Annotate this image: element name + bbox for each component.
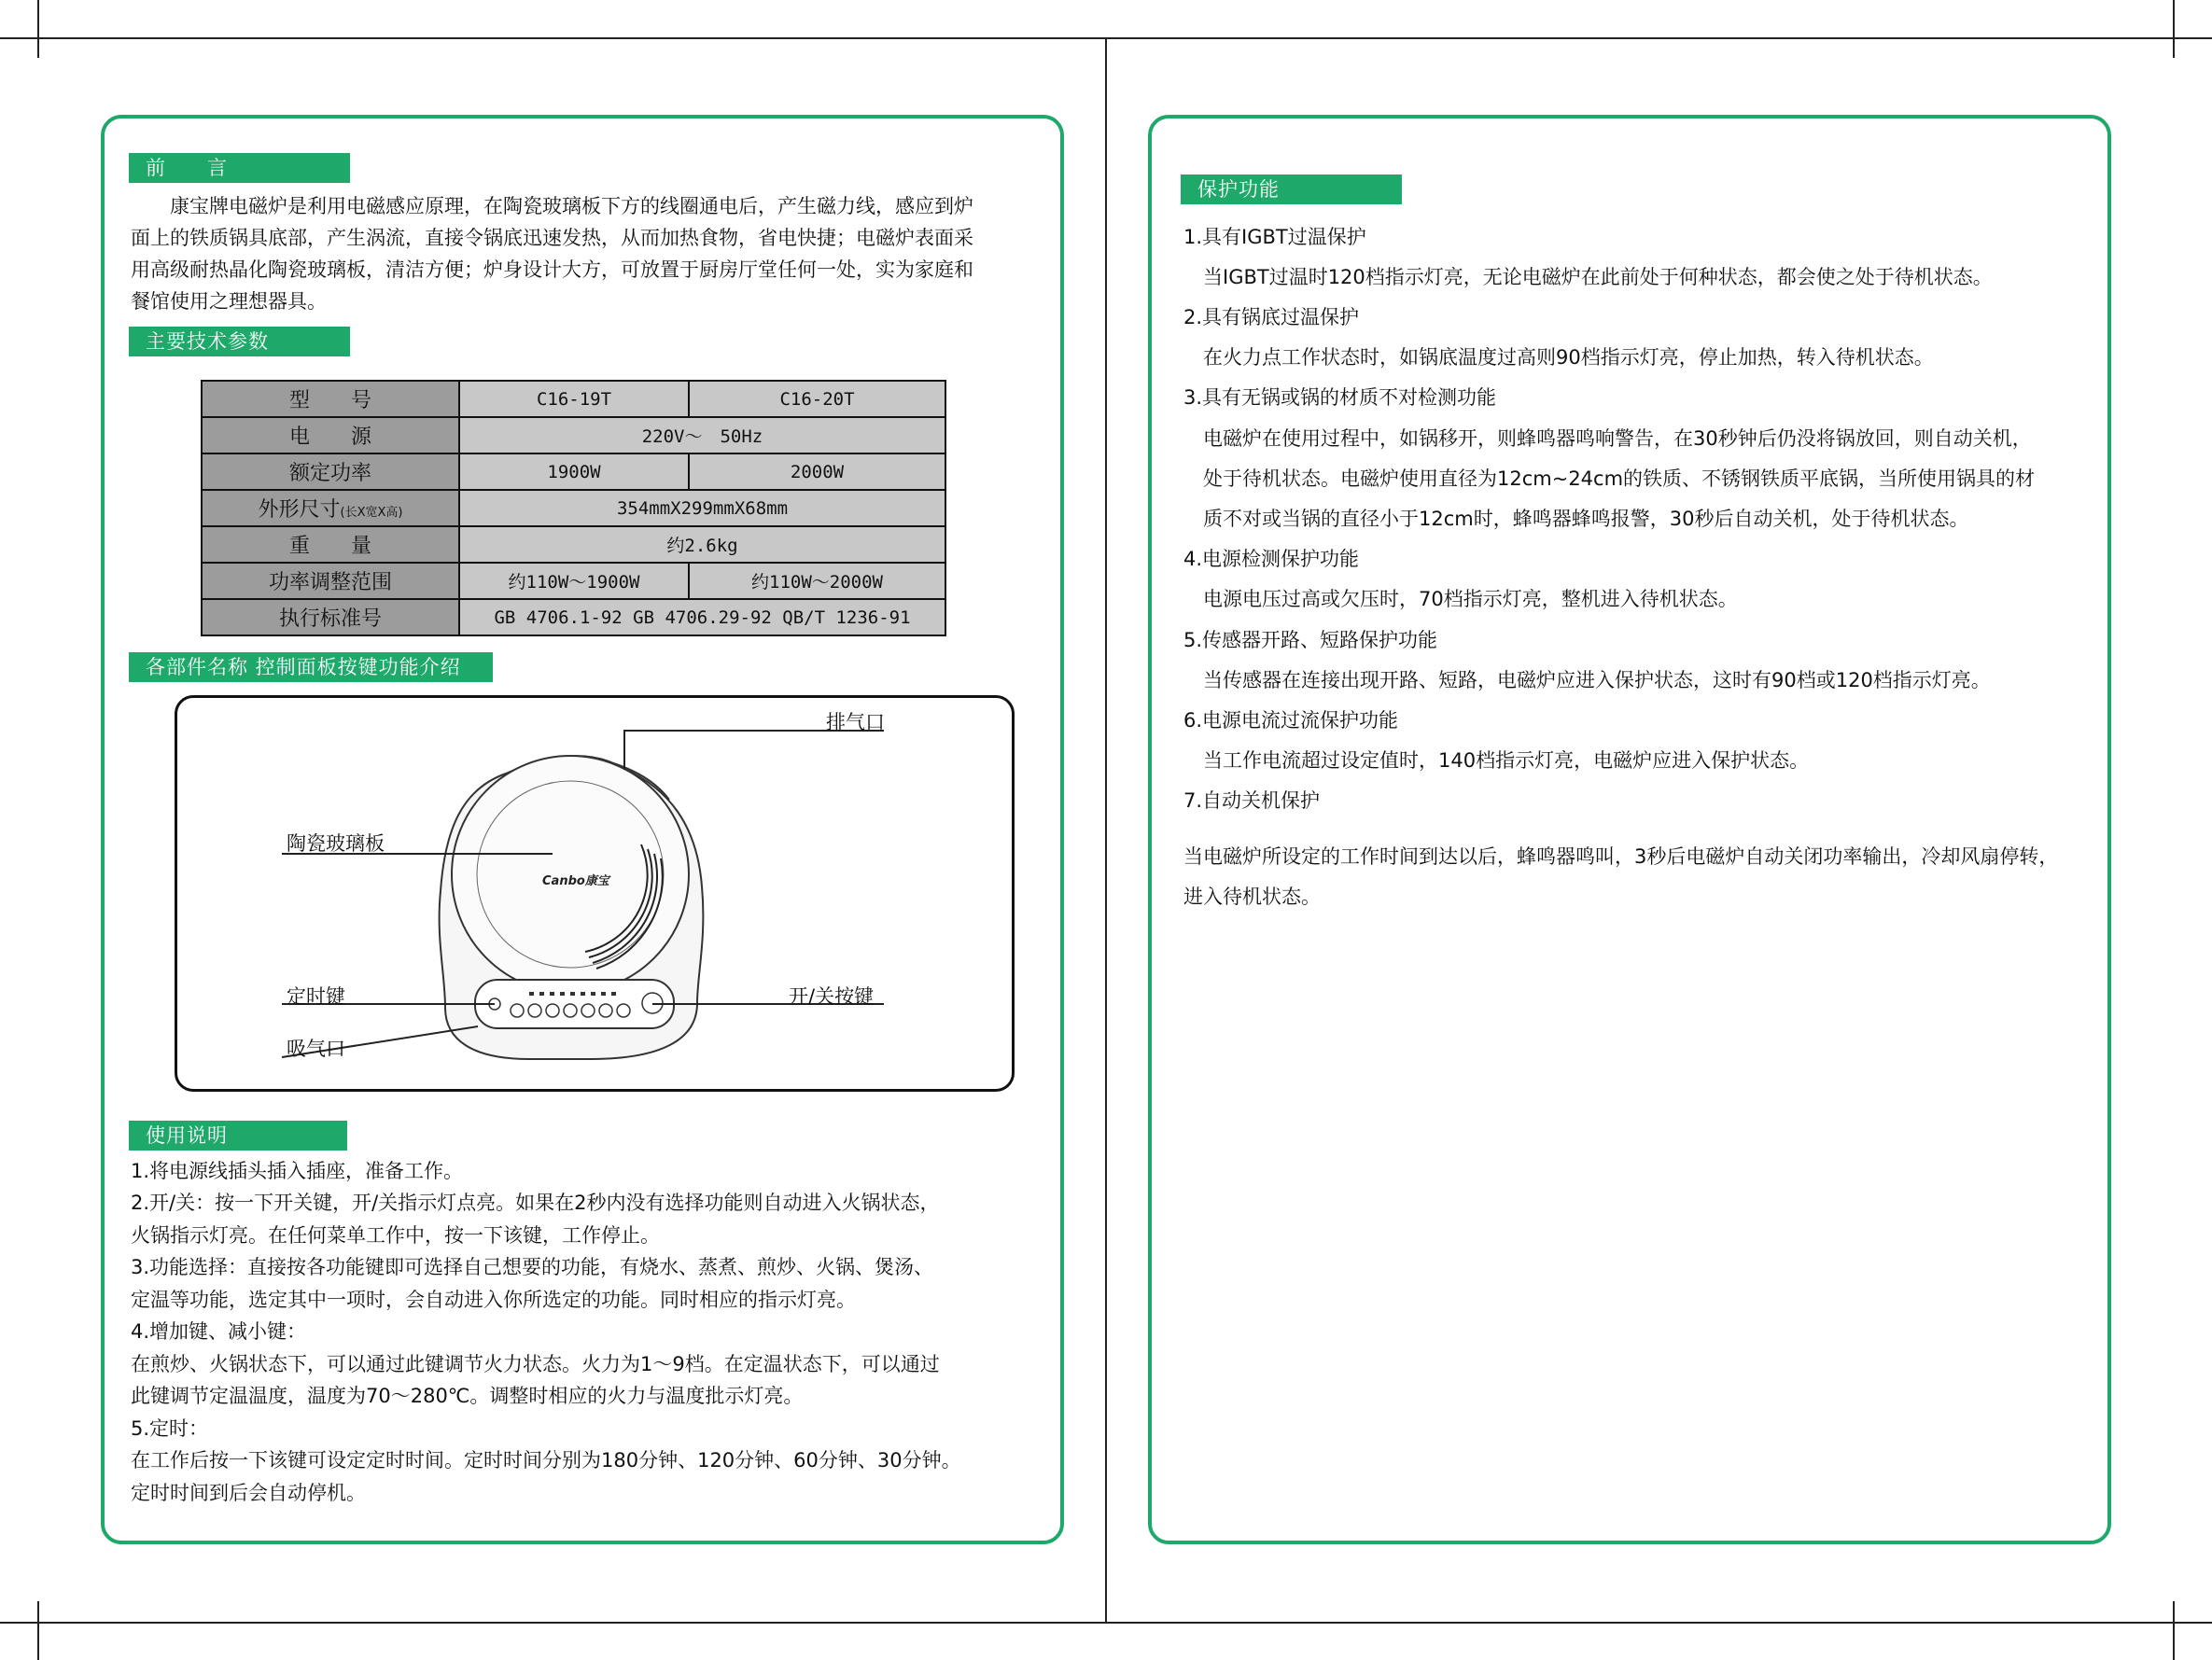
protection-line: 在火力点工作状态时，如锅底温度过高则90档指示灯亮，停止加热，转入待机状态。 <box>1183 346 1934 369</box>
spec-value: 约110W～1900W <box>459 563 689 599</box>
spec-value: C16-19T <box>459 381 689 417</box>
table-row <box>202 599 945 635</box>
label-power: 开/关按键 <box>789 985 875 1008</box>
spec-label <box>202 490 459 526</box>
protection-line: 5.传感器开路、短路保护功能 <box>1183 629 1438 651</box>
spec-value: 1900W <box>459 453 689 490</box>
usage-line: 5.定时： <box>131 1417 209 1440</box>
spec-value: 220V～ 50Hz <box>459 417 945 453</box>
preface-line: 餐馆使用之理想器具。 <box>131 290 327 313</box>
table-row <box>202 490 945 526</box>
fold-line <box>1105 37 1107 1624</box>
usage-line: 在工作后按一下该键可设定定时时间。定时时间分别为180分钟、120分钟、60分钟、30分钟。 <box>131 1449 961 1472</box>
appliance-diagram <box>175 695 1015 1092</box>
cooker-drawing <box>175 695 1015 1092</box>
preface-line: 康宝牌电磁炉是利用电磁感应原理，在陶瓷玻璃板下方的线圈通电后，产生磁力线，感应到炉 <box>131 195 973 217</box>
spec-label-note: (长X宽X高) <box>340 506 403 520</box>
spec-label: 功率调整范围 <box>202 563 459 599</box>
usage-line: 在煎炒、火锅状态下，可以通过此键调节火力状态。火力为1～9档。在定温状态下，可以通过 <box>131 1353 940 1375</box>
spec-value: 2000W <box>689 453 945 490</box>
spec-label: 执行标准号 <box>202 599 459 635</box>
protection-line: 当传感器在连接出现开路、短路，电磁炉应进入保护状态，这时有90档或120档指示灯亮。 <box>1183 669 1991 691</box>
protection-line: 3.具有无锅或锅的材质不对检测功能 <box>1183 386 1497 409</box>
crop-mark <box>37 1601 39 1660</box>
label-intake: 吸气口 <box>287 1038 345 1060</box>
protection-line: 2.具有锅底过温保护 <box>1183 306 1360 328</box>
crop-mark <box>2173 0 2175 58</box>
protection-line: 当工作电流超过设定值时，140档指示灯亮，电磁炉应进入保护状态。 <box>1183 749 1810 772</box>
parts-header: 各部件名称 控制面板按键功能介绍 <box>129 652 493 682</box>
protection-line: 质不对或当锅的直径小于12cm时，蜂鸣器蜂鸣报警，30秒后自动关机，处于待机状态。 <box>1183 508 1969 530</box>
crop-mark <box>0 37 58 39</box>
control-panel <box>475 980 674 1028</box>
protection-line: 电源电压过高或欠压时，70档指示灯亮，整机进入待机状态。 <box>1183 588 1738 610</box>
usage-line: 定时时间到后会自动停机。 <box>131 1482 366 1504</box>
usage-line: 3.功能选择：直接按各功能键即可选择自己想要的功能，有烧水、蒸煮、煎炒、火锅、煲汤、 <box>131 1256 934 1278</box>
usage-line: 4.增加键、减小键： <box>131 1320 307 1343</box>
table-row <box>202 563 945 599</box>
specs-header: 主要技术参数 <box>129 327 350 356</box>
preface-line: 面上的铁质锅具底部，产生涡流，直接令锅底迅速发热，从而加热食物，省电快捷；电磁炉表面采 <box>131 227 973 249</box>
spec-label: 重 量 <box>202 526 459 563</box>
crop-mark <box>2154 37 2212 39</box>
protection-line: 电磁炉在使用过程中，如锅移开，则蜂鸣器鸣响警告，在30秒钟后仍没将锅放回，则自动关机， <box>1183 427 2032 450</box>
brand-logo: Canbo康宝 <box>542 874 609 888</box>
spec-label: 额定功率 <box>202 453 459 490</box>
protection-line: 7.自动关机保护 <box>1183 789 1321 812</box>
label-timer: 定时键 <box>287 985 345 1008</box>
crop-mark <box>2173 1601 2175 1660</box>
protection-line: 6.电源电流过流保护功能 <box>1183 709 1399 732</box>
protection-line: 进入待机状态。 <box>1183 886 1321 908</box>
usage-line: 火锅指示灯亮。在任何菜单工作中，按一下该键，工作停止。 <box>131 1224 660 1247</box>
indicator-lights <box>529 992 616 996</box>
crop-mark <box>37 0 39 58</box>
protection-line: 当电磁炉所设定的工作时间到达以后，蜂鸣器鸣叫，3秒后电磁炉自动关闭功率输出，冷却风扇停转， <box>1183 845 2059 868</box>
table-row <box>202 417 945 453</box>
usage-line: 1.将电源线插头插入插座，准备工作。 <box>131 1160 464 1182</box>
spec-value: GB 4706.1-92 GB 4706.29-92 QB/T 1236-91 <box>459 599 945 635</box>
preface-line: 用高级耐热晶化陶瓷玻璃板，清洁方便；炉身设计大方，可放置于厨房厅堂任何一处，实为家庭和 <box>131 258 973 281</box>
protection-line: 4.电源检测保护功能 <box>1183 548 1360 570</box>
spec-value: C16-20T <box>689 381 945 417</box>
table-row <box>202 526 945 563</box>
usage-line: 2.开/关：按一下开关键，开/关指示灯点亮。如果在2秒内没有选择功能则自动进入火锅状态， <box>131 1192 940 1214</box>
leader-exhaust <box>624 731 884 770</box>
usage-line: 定温等功能，选定其中一项时，会自动进入你所选定的功能。同时相应的指示灯亮。 <box>131 1289 856 1311</box>
spec-label-main: 外形尺寸 <box>258 498 341 522</box>
table-row <box>202 453 945 490</box>
spec-value: 354mmX299mmX68mm <box>459 490 945 526</box>
usage-header: 使用说明 <box>129 1121 347 1151</box>
spec-table <box>201 380 946 636</box>
protection-line: 1.具有IGBT过温保护 <box>1183 226 1366 248</box>
spec-value: 约110W～2000W <box>689 563 945 599</box>
spec-label: 电 源 <box>202 417 459 453</box>
spec-label: 型 号 <box>202 381 459 417</box>
table-row <box>202 381 945 417</box>
spec-value: 约2.6kg <box>459 526 945 563</box>
usage-line: 此键调节定温温度，温度为70～280℃。调整时相应的火力与温度批示灯亮。 <box>131 1385 804 1407</box>
protection-header: 保护功能 <box>1181 174 1402 204</box>
protection-line: 处于待机状态。电磁炉使用直径为12cm~24cm的铁质、不锈钢铁质平底锅，当所使用锅具的材 <box>1183 467 2036 490</box>
label-exhaust: 排气口 <box>826 711 885 733</box>
protection-line: 当IGBT过温时120档指示灯亮，无论电磁炉在此前处于何种状态，都会使之处于待机状态。 <box>1183 266 1993 288</box>
preface-header: 前 言 <box>129 153 350 183</box>
label-glass: 陶瓷玻璃板 <box>287 832 385 855</box>
